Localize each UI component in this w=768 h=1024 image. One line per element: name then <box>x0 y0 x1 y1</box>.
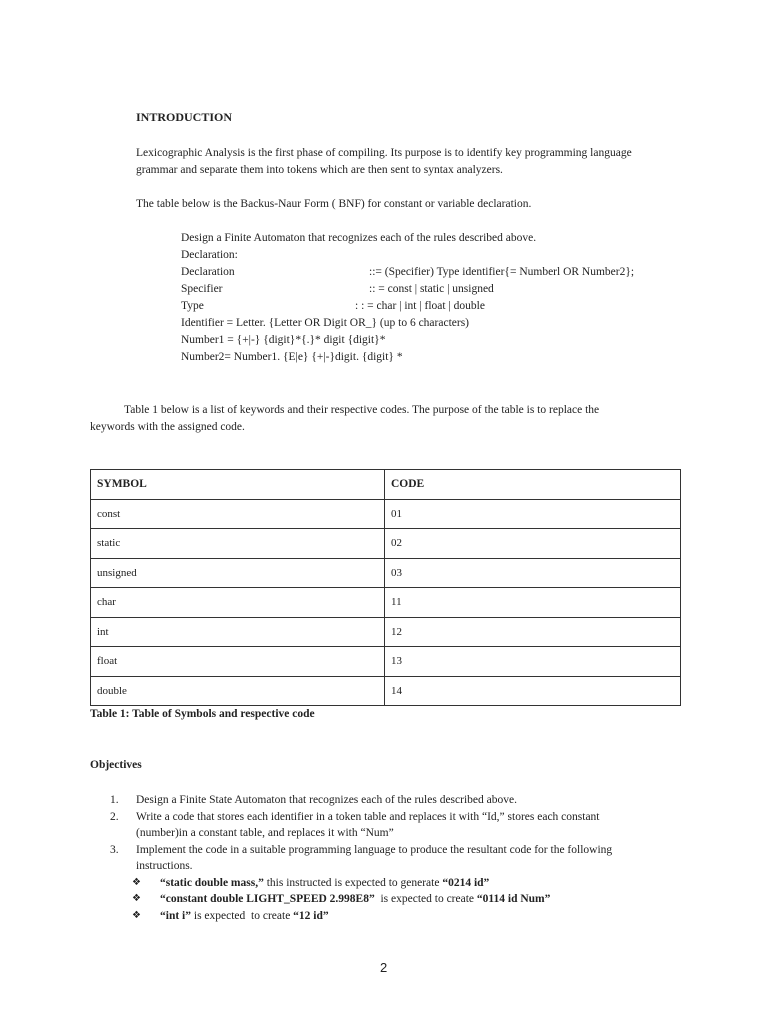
symbol-cell: const <box>91 499 385 529</box>
bnf-rule-number2: Number2= Number1. {E|e} {+|-}digit. {digit} * <box>181 351 403 363</box>
table-row <box>91 617 681 647</box>
bnf-intro-paragraph: The table below is the Backus-Naur Form ( BNF) for constant or variable declaration. <box>136 198 532 210</box>
symbol-cell: char <box>91 588 385 618</box>
table-row <box>91 647 681 677</box>
bnf-rule-type <box>181 298 485 315</box>
table-intro-line: keywords with the assigned code. <box>90 421 245 433</box>
table-row <box>91 676 681 706</box>
bnf-instruction: Design a Finite Automaton that recognizes each of the rules described above. <box>181 232 537 244</box>
bnf-rule-lhs: Specifier <box>181 283 223 295</box>
intro-paragraph-line: Lexicographic Analysis is the first phase of compiling. Its purpose is to identify key programming language <box>136 147 632 159</box>
objective-text: instructions. <box>136 860 193 872</box>
symbol-code-table <box>90 469 681 706</box>
objective-item <box>110 809 690 842</box>
table-caption: Table 1: Table of Symbols and respective code <box>90 708 315 720</box>
objective-item <box>110 842 690 875</box>
example-input: “static double mass,” <box>160 876 264 889</box>
example-output: “0114 id Num” <box>476 893 551 905</box>
example-description: this instructed is expected to generate <box>263 876 443 889</box>
bnf-rule-rhs: :: = const | static | unsigned <box>369 283 494 295</box>
objective-number: 1. <box>110 794 119 806</box>
code-cell: 02 <box>385 529 681 559</box>
code-cell: 03 <box>385 558 681 588</box>
code-cell: 13 <box>385 647 681 677</box>
table-header-row <box>91 470 681 500</box>
bnf-rule-number1: Number1 = {+|-} {digit}*{.}* digit {digit}* <box>181 334 386 346</box>
symbol-cell: double <box>91 676 385 706</box>
bnf-declaration-label: Declaration: <box>181 249 238 261</box>
symbol-cell: float <box>91 647 385 677</box>
table-row <box>91 588 681 618</box>
objective-text: Implement the code in a suitable programming language to produce the resultant code for the following <box>136 843 613 856</box>
code-cell: 01 <box>385 499 681 529</box>
bnf-rule-identifier: Identifier = Letter. {Letter OR Digit OR_} (up to 6 characters) <box>181 317 469 329</box>
objective-number: 2. <box>110 810 119 823</box>
table-row <box>91 499 681 529</box>
bnf-rule-lhs: Type <box>181 300 204 312</box>
column-header-symbol: SYMBOL <box>91 470 385 500</box>
table-row <box>91 558 681 588</box>
code-cell: 12 <box>385 617 681 647</box>
bnf-rule-lhs: Declaration <box>181 266 235 278</box>
objectives-list <box>110 792 690 924</box>
example-description: is expected to create <box>191 909 294 922</box>
diamond-bullet-icon: ❖ <box>132 876 141 888</box>
symbol-cell: static <box>91 529 385 559</box>
bnf-rule-rhs: ::= (Specifier) Type identifier{= Numberl OR Number2}; <box>369 266 635 278</box>
diamond-bullet-icon: ❖ <box>132 893 141 904</box>
bnf-rule-specifier <box>181 281 494 298</box>
objective-text: Write a code that stores each identifier in a token table and replaces it with “Id,” stores each constant <box>136 810 600 823</box>
objective-item <box>110 792 690 809</box>
example-output: “0214 id” <box>442 876 490 889</box>
bnf-rule-declaration <box>181 264 635 281</box>
example-input: “constant double LIGHT_SPEED 2.998E8” <box>160 893 375 905</box>
example-input: “int i” <box>160 909 191 922</box>
example-item <box>110 908 690 925</box>
page-number: 2 <box>380 960 388 975</box>
example-description: is expected to create <box>374 893 477 905</box>
objective-text: (number)in a constant table, and replaces it with “Num” <box>136 827 394 839</box>
intro-heading: INTRODUCTION <box>136 110 233 124</box>
table-row <box>91 529 681 559</box>
code-cell: 14 <box>385 676 681 706</box>
symbol-cell: unsigned <box>91 558 385 588</box>
table-intro-line: Table 1 below is a list of keywords and their respective codes. The purpose of the table is to replace the <box>124 404 600 416</box>
objective-text: Design a Finite State Automaton that recognizes each of the rules described above. <box>136 794 517 806</box>
objectives-heading: Objectives <box>90 759 142 771</box>
example-item <box>110 875 690 892</box>
objective-number: 3. <box>110 843 119 856</box>
column-header-code: CODE <box>385 470 681 500</box>
intro-paragraph <box>136 145 632 179</box>
bnf-rule-rhs: : : = char | int | float | double <box>355 300 485 312</box>
symbol-cell: int <box>91 617 385 647</box>
diamond-bullet-icon: ❖ <box>132 909 141 921</box>
code-cell: 11 <box>385 588 681 618</box>
example-output: “12 id” <box>293 909 329 922</box>
example-item <box>110 891 690 908</box>
intro-paragraph-line: grammar and separate them into tokens which are then sent to syntax analyzers. <box>136 164 503 176</box>
